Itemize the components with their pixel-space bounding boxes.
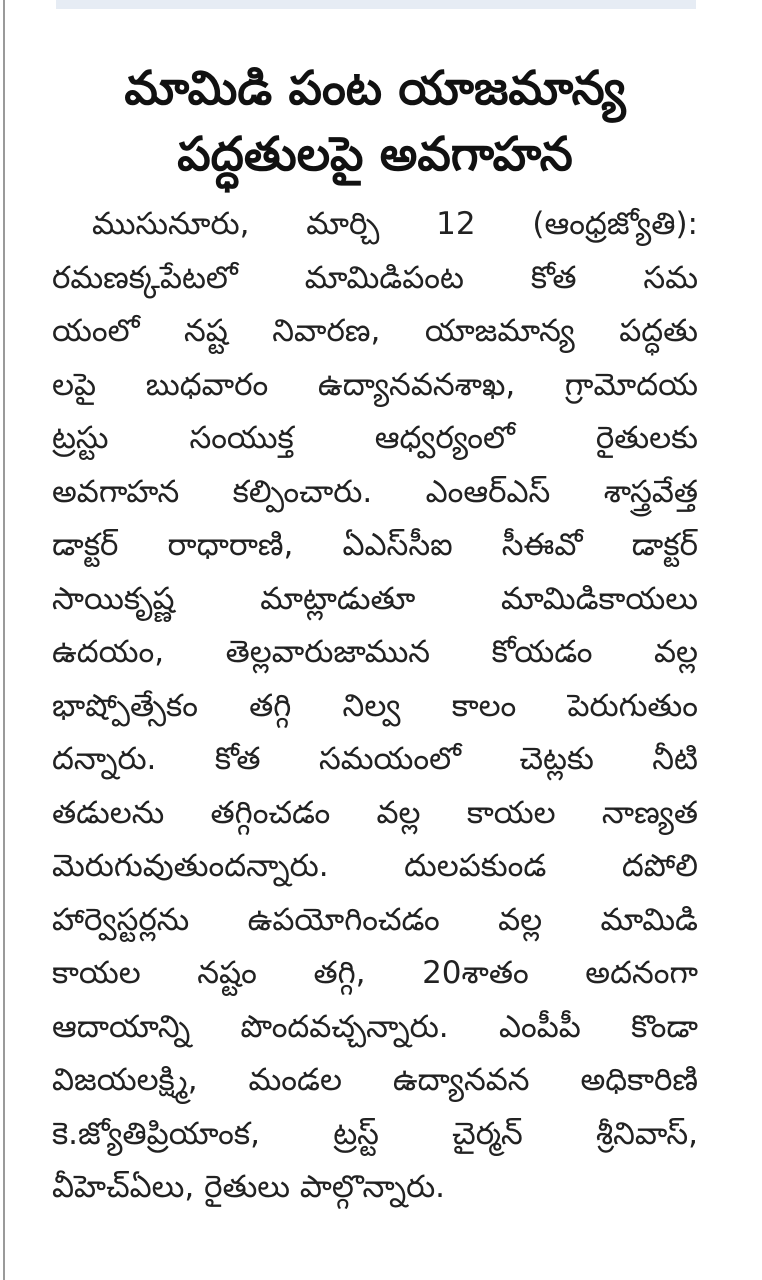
body-line: తడులను తగ్గించడం వల్ల కాయల నాణ్యత bbox=[52, 794, 698, 831]
body-line: రమణక్కపేటలో మామిడిపంట కోత సమ bbox=[52, 259, 698, 296]
article-headline bbox=[52, 56, 698, 188]
body-line: కె.జ్యోతిప్రియాంక, ట్రస్ట్ చైర్మన్ శ్రీనివాస్, bbox=[52, 1115, 698, 1152]
body-line: ఉదయం, తెల్లవారుజామున కోయడం వల్ల bbox=[52, 634, 698, 670]
body-line: ఆదాయాన్ని పొందవచ్చన్నారు. ఎంపీపీ కొండా bbox=[52, 1008, 698, 1045]
body-line-final: వీహెచ్‌ఏలు, రైతులు పాల్గొన్నారు. bbox=[52, 1169, 446, 1205]
body-line: మెరుగువుతుందన్నారు. దులపకుండ దపోలి bbox=[52, 848, 698, 884]
body-line: అవగాహన కల్పించారు. ఎంఆర్ఎస్ శాస్త్రవేత్త bbox=[52, 473, 698, 510]
body-line-dateline: ముసునూరు, మార్చి 12 (ఆంధ్రజ్యోతి): bbox=[92, 206, 698, 242]
body-line: సాయికృష్ణ మాట్లాడుతూ మామిడికాయలు bbox=[52, 580, 698, 617]
top-color-band bbox=[56, 0, 696, 9]
headline-line-1: మామిడి పంట యాజమాన్య bbox=[124, 61, 626, 116]
article-body bbox=[52, 198, 698, 1215]
body-line: కాయల నష్టం తగ్గి, 20శాతం అదనంగా bbox=[52, 955, 698, 991]
body-line: లపై బుధవారం ఉద్యానవనశాఖ, గ్రామోదయ bbox=[52, 366, 698, 403]
body-line: హార్వెస్టర్లను ఉపయోగించడం వల్ల మామిడి bbox=[52, 901, 698, 938]
body-line: భాష్పోత్సేకం తగ్గి నిల్వ కాలం పెరుగుతుం bbox=[52, 687, 698, 724]
body-line: విజయలక్ష్మి, మండల ఉద్యానవన అధికారిణి bbox=[52, 1062, 698, 1098]
left-border-rule bbox=[3, 0, 5, 1280]
body-line: యంలో నష్ట నివారణ, యాజమాన్య పద్ధతు bbox=[52, 313, 698, 349]
headline-line-2: పద్ధతులపై అవగాహన bbox=[177, 127, 573, 182]
body-line: దన్నారు. కోత సమయంలో చెట్లకు నీటి bbox=[52, 741, 698, 777]
body-line: ట్రస్టు సంయుక్త ఆధ్వర్యంలో రైతులకు bbox=[52, 420, 698, 456]
news-article bbox=[52, 56, 698, 1215]
body-line: డాక్టర్ రాధారాణి, ఏఎస్‌సీఐ సీఈవో డాక్టర్ bbox=[52, 527, 698, 563]
